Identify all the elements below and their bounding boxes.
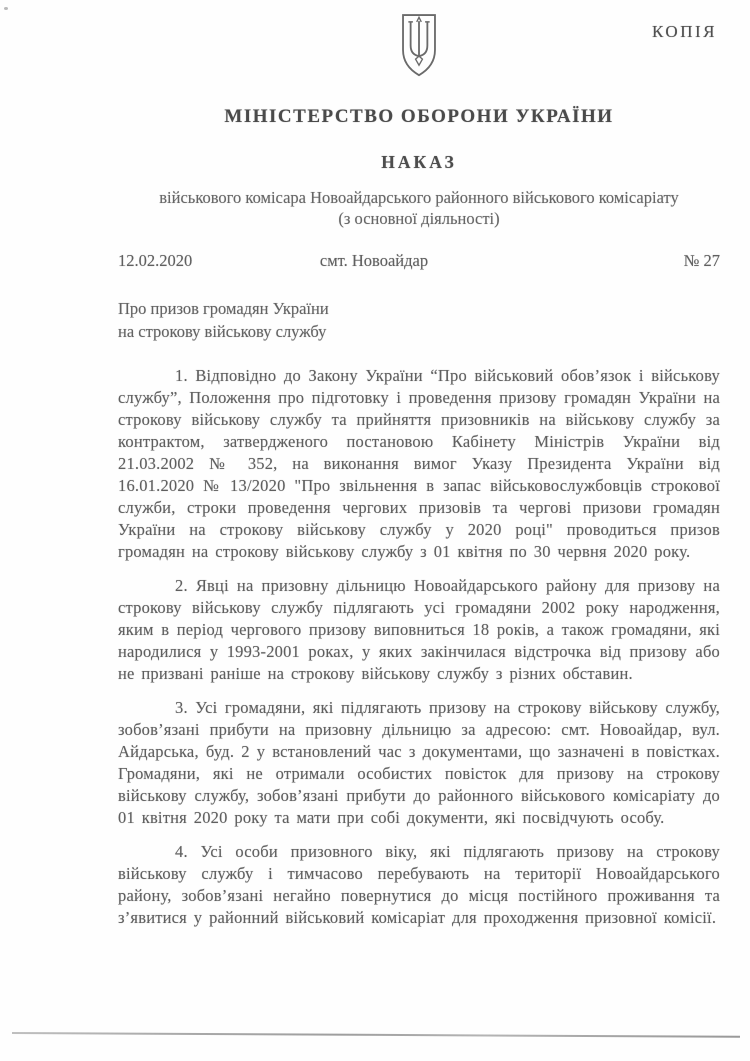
ministry-title: МІНІСТЕРСТВО ОБОРОНИ УКРАЇНИ <box>224 106 614 127</box>
issuer-block <box>118 187 720 229</box>
scan-noise-speck <box>4 7 8 10</box>
document-type-heading: НАКАЗ <box>381 152 457 172</box>
subject-block <box>118 297 720 343</box>
coat-of-arms <box>118 0 720 84</box>
paragraph-1: 1. Відповідно до Закону України “Про військовий обов’язок і військову службу”, Положення про підготовку і проведення призову громадян України на строкову військову службу та прийняття призовників на військову службу за контрактом, затвердженого постановою Кабінету Міністрів України від 21.03.2002 № 352, на виконання вимог Указу Президента України від 16.01.2020 № 13/2020 "Про звільнення в запас військовослужбовців строкової служби, строки проведення чергових призовів та чергові призови громадян України на строкову військову службу у 2020 році" проводиться призов громадян на строкову військову службу з 01 квітня по 30 червня 2020 року. <box>118 366 720 561</box>
scan-artifact-line <box>12 1032 740 1038</box>
document-date: 12.02.2020 <box>118 251 193 270</box>
paragraph-3: 3. Усі громадяни, які підлягають призову на строкову військову службу, зобов’язані прибути на призовну дільницю за адресою: смт. Новоайдар, вул. Айдарська, буд. 2 у встановлений час з документами, що зазначені в повістках. Громадяни, які не отримали особистих повісток для призову на строкову військову службу, зобов’язані прибути до районного військового комісаріату до 01 квітня 2020 року та мати при собі документи, які посвідчують особу. <box>118 698 720 827</box>
copy-label: КОПІЯ <box>652 22 717 41</box>
meta-row <box>118 251 720 271</box>
issuer-line: військового комісара Новоайдарського районного військового комісаріату <box>159 188 679 207</box>
paragraph-4: 4. Усі особи призовного віку, які підлягають призову на строкову військову службу і тимчасово перебувають на території Новоайдарського району, зобов’язані негайно повернутися до місця постійного проживання та з’явитися у районний військовий комісаріат для проходження призовної комісії. <box>118 842 720 927</box>
document-place: смт. Новоайдар <box>319 251 429 270</box>
ukraine-trident-icon <box>396 12 442 82</box>
subject-line-1: Про призов громадян України <box>118 299 329 318</box>
document-number: № 27 <box>683 251 720 270</box>
paragraph-2: 2. Явці на призовну дільницю Новоайдарського району для призову на строкову військову службу підлягають усі громадяни 2002 року народження, яким в період чергового призову виповниться 18 років, а також громадяни, які народилися у 1993-2001 роках, у яких закінчилася відстрочка від призову або не призвані раніше на строкову військову службу з різних обставин. <box>118 576 720 683</box>
subject-line-2: на строкову військову службу <box>118 322 327 341</box>
issuer-activity-line: (з основної діяльності) <box>338 209 500 228</box>
